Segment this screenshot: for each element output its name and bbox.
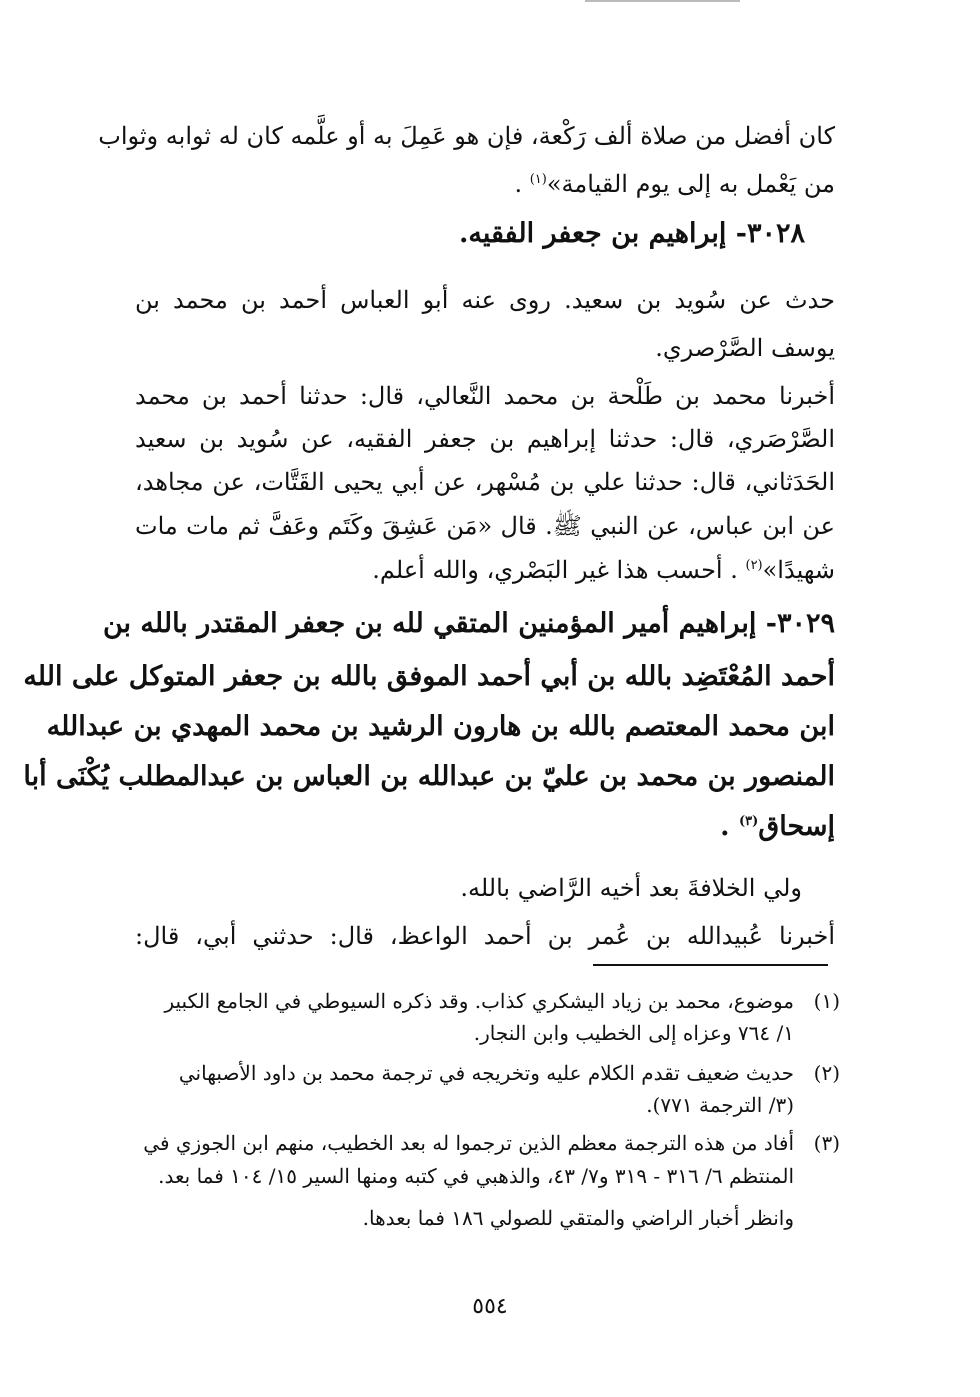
footnote-1-number: (١) (813, 989, 840, 1013)
footnote-1-line1 (135, 986, 840, 1016)
entry-3028-p1-line2: يوسف الصَّرْصري. (655, 334, 835, 362)
footnote-2-line1 (135, 1058, 840, 1088)
entry-3028-p2-line5 (135, 552, 835, 588)
footnote-3-line3: وانظر أخبار الراضي والمتقي للصولي ١٨٦ فما بعدها. (362, 1206, 794, 1230)
footnote-2-text-1: حديث ضعيف تقدم الكلام عليه وتخريجه في ترجمة محمد بن داود الأصبهاني (178, 1061, 794, 1085)
scan-artifact-top (585, 0, 740, 2)
intro-line-1: كان أفضل من صلاة ألف رَكْعة، فإن هو عَمِلَ به أو علَّمه كان له ثوابه وثواب (98, 122, 835, 150)
footnote-3-number: (٣) (813, 1131, 840, 1155)
entry-3028-p2-line2: الصَّرْصَري، قال: حدثنا إبراهيم بن جعفر الفقيه، عن سُويد بن سعيد (135, 425, 835, 453)
entry-3029-heading-line5-b: . (720, 811, 739, 842)
footnote-3-line1 (135, 1128, 840, 1158)
footnote-ref-2: (٢) (745, 558, 763, 573)
entry-3028-p2-line3: الحَدَثاني، قال: حدثنا علي بن مُسْهر، عن أبي يحيى القَتَّات، عن مجاهد، (135, 468, 836, 496)
footnote-2-line2: (٣/ الترجمة ٧٧١). (646, 1093, 794, 1117)
entry-3028-p2-line1: أخبرنا محمد بن طَلْحة بن محمد النَّعالي، قال: حدثنا أحمد بن محمد (135, 382, 835, 410)
entry-3028-p1-line1: حدث عن سُويد بن سعيد. روى عنه أبو العباس أحمد بن محمد بن (135, 286, 835, 314)
footnote-1-line2: ١/ ٧٦٤ وعزاه إلى الخطيب وابن النجار. (473, 1021, 794, 1045)
footnote-3-text-1: أفاد من هذه الترجمة معظم الذين ترجموا له بعد الخطيب، منهم ابن الجوزي في (143, 1131, 794, 1155)
entry-3029-heading-line5-a: إسحاق (758, 811, 835, 842)
entry-3028-p2-line5-b: . أحسب هذا غير البَصْري، والله أعلم. (372, 556, 746, 584)
footnote-ref-1: (١) (529, 172, 547, 187)
entry-3029-heading-line1: ٣٠٢٩- إبراهيم أمير المؤمنين المتقي لله بن جعفر المقتدر بالله بن (102, 608, 835, 639)
entry-3029-heading-line5 (135, 805, 835, 849)
footnote-3-line2: المنتظم ٦/ ٣١٦ - ٣١٩ و٧/ ٤٣، والذهبي في كتبه ومنها السير ١٥/ ١٠٤ فما بعد. (158, 1164, 794, 1188)
entry-3029-p2: أخبرنا عُبيدالله بن عُمر بن أحمد الواعظ، قال: حدثني أبي، قال: (135, 922, 835, 950)
intro-line-2 (135, 166, 835, 202)
entry-3028-p2-line5-a: شهيدًا» (762, 556, 835, 584)
entry-3029-heading-line2: أحمد المُعْتَضِد بالله بن أبي أحمد الموفق بالله بن جعفر المتوكل على الله (23, 661, 835, 692)
footnote-2-number: (٢) (813, 1061, 840, 1085)
intro-line-2-text: من يَعْمل به إلى يوم القيامة» (546, 170, 835, 198)
entry-3028-p2-line4: عن ابن عباس، عن النبي ﷺ. قال «مَن عَشِقَ وكَتَم وعَفَّ ثم مات مات (135, 512, 835, 540)
entry-3029-heading-line4: المنصور بن محمد بن عليّ بن عبدالله بن العباس بن عبدالمطلب يُكْنَى أبا (23, 761, 835, 792)
page-number: ٥٥٤ (472, 1294, 508, 1319)
intro-line-2-tail: . (514, 170, 530, 198)
entry-3029-p1: ولي الخلافةَ بعد أخيه الرَّاضي بالله. (460, 874, 802, 902)
footnote-separator (593, 964, 828, 966)
entry-3028-heading: ٣٠٢٨- إبراهيم بن جعفر الفقيه. (459, 218, 805, 249)
footnote-ref-3: (٣) (738, 814, 759, 829)
entry-3029-heading-line3: ابن محمد المعتصم بالله بن هارون الرشيد بن محمد المهدي بن عبدالله (46, 711, 835, 742)
footnote-1-text-1: موضوع، محمد بن زياد اليشكري كذاب. وقد ذكره السيوطي في الجامع الكبير (164, 989, 794, 1013)
